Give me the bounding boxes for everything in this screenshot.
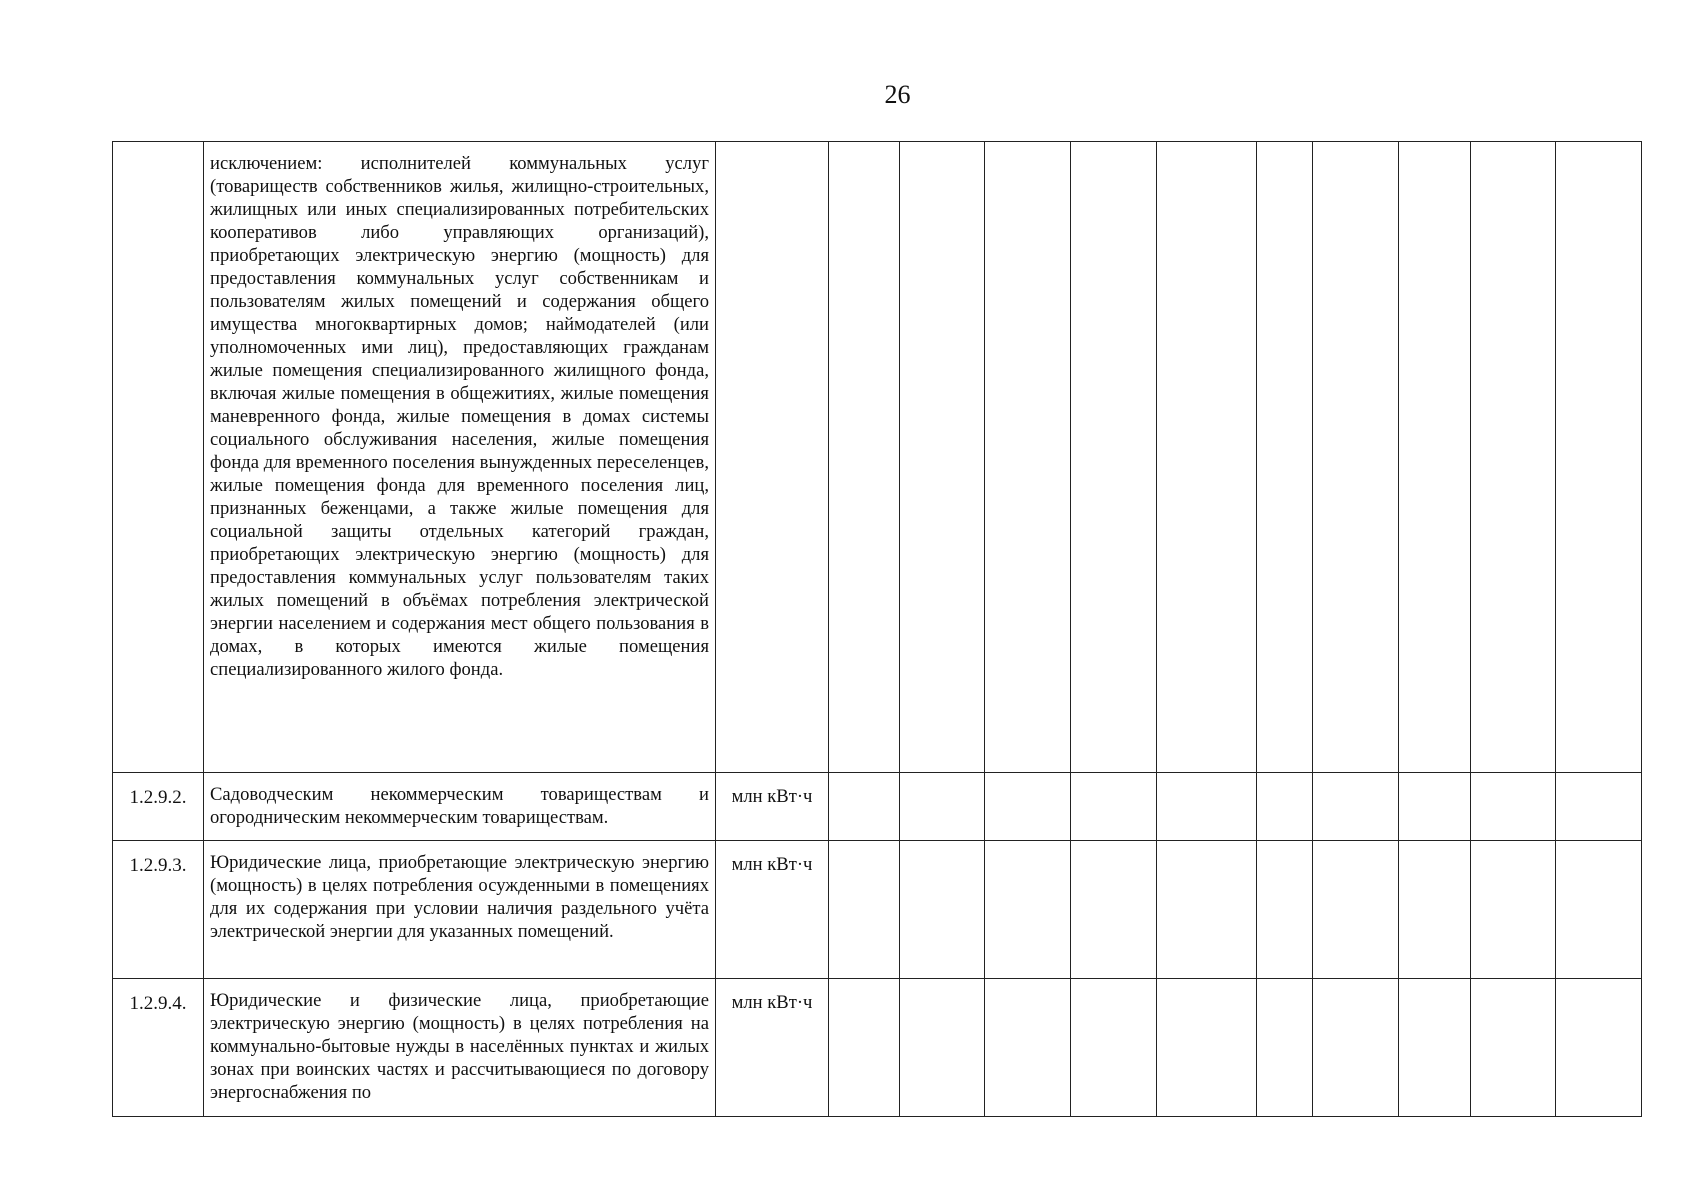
empty-cell [985,841,1071,979]
row-unit [716,142,829,773]
row-number: 1.2.9.3. [113,841,204,979]
empty-cell [1257,773,1313,841]
row-unit: млн кВт·ч [716,979,829,1117]
empty-cell [1157,841,1257,979]
empty-cell [1157,979,1257,1117]
empty-cell [985,773,1071,841]
empty-cell [1313,979,1399,1117]
empty-cell [1556,979,1642,1117]
empty-cell [1071,142,1157,773]
empty-cell [1157,773,1257,841]
empty-cell [1257,142,1313,773]
empty-cell [1313,841,1399,979]
empty-cell [1399,979,1471,1117]
row-unit: млн кВт·ч [716,841,829,979]
empty-cell [1157,142,1257,773]
empty-cell [900,979,985,1117]
row-number [113,142,204,773]
empty-cell [985,979,1071,1117]
empty-cell [900,773,985,841]
row-unit: млн кВт·ч [716,773,829,841]
table-row [113,773,1642,841]
page-number: 26 [884,80,911,109]
empty-cell [1257,841,1313,979]
row-description: исключением: исполнителей коммунальных услуг (товариществ собственников жилья, жилищно-строительных, жилищных или иных специализированных потребительских кооперативов либо управляющих организаций), приобретающих электрическую энергию (мощность) для предоставления коммунальных услуг собственникам и пользователям жилых помещений и содержания общего имущества многоквартирных домов; наймодателей (или уполномоченных ими лиц), предоставляющих гражданам жилые помещения специализированного жилищного фонда, включая жилые помещения в общежитиях, жилые помещения маневренного фонда, жилые помещения в домах системы социального обслуживания населения, жилые помещения фонда для временного поселения вынужденных переселенцев, жилые помещения фонда для временного поселения лиц, признанных беженцами, а также жилые помещения для социальной защиты отдельных категорий граждан, приобретающих электрическую энергию (мощность) для предоставления коммунальных услуг пользователям таких жилых помещений в объёмах потребления электрической энергии населением и содержания мест общего пользования в домах, в которых имеются жилые помещения специализированного жилого фонда. [204,142,716,773]
empty-cell [900,142,985,773]
empty-cell [1071,773,1157,841]
row-description: Юридические лица, приобретающие электрическую энергию (мощность) в целях потребления осужденными в помещениях для их содержания при условии наличия раздельного учёта электрической энергии для указанных помещений. [204,841,716,979]
empty-cell [1399,773,1471,841]
table-row [113,979,1642,1117]
table-row [113,142,1642,773]
empty-cell [1257,979,1313,1117]
empty-cell [900,841,985,979]
empty-cell [1471,979,1556,1117]
row-number: 1.2.9.2. [113,773,204,841]
empty-cell [1471,773,1556,841]
row-number: 1.2.9.4. [113,979,204,1117]
table-row [113,841,1642,979]
empty-cell [1313,142,1399,773]
empty-cell [1071,979,1157,1117]
empty-cell [1071,841,1157,979]
empty-cell [985,142,1071,773]
empty-cell [1556,142,1642,773]
empty-cell [829,773,900,841]
empty-cell [1399,142,1471,773]
empty-cell [1471,841,1556,979]
row-description: Юридические и физические лица, приобретающие электрическую энергию (мощность) в целях потребления на коммунально-бытовые нужды в населённых пунктах и жилых зонах при воинских частях и рассчитывающиеся по договору энергоснабжения по [204,979,716,1117]
empty-cell [1556,773,1642,841]
empty-cell [829,841,900,979]
data-table [112,141,1642,1117]
empty-cell [829,142,900,773]
empty-cell [1471,142,1556,773]
empty-cell [1313,773,1399,841]
empty-cell [829,979,900,1117]
row-description: Садоводческим некоммерческим товариществам и огородническим некоммерческим товариществам. [204,773,716,841]
empty-cell [1556,841,1642,979]
empty-cell [1399,841,1471,979]
